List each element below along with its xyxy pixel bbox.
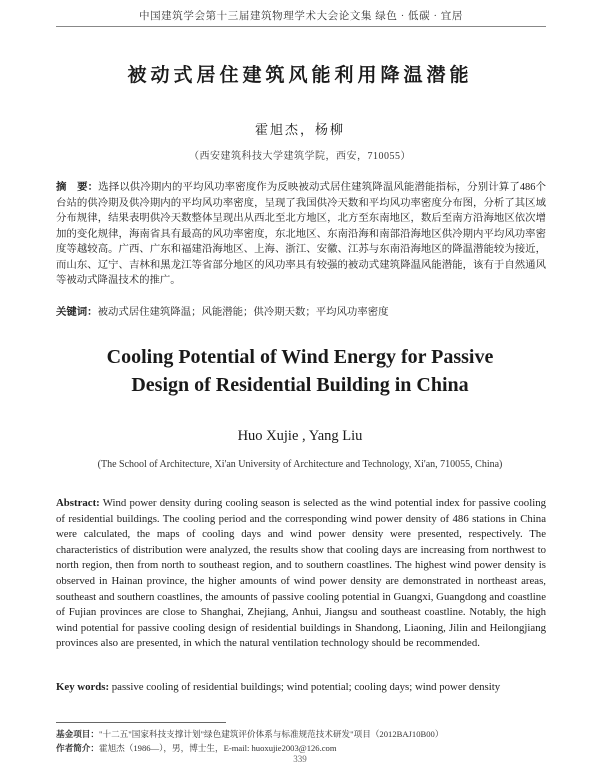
english-title-line2: Design of Residential Building in China xyxy=(131,374,469,396)
running-header: 中国建筑学会第十三届建筑物理学术大会论文集 绿色 · 低碳 · 宜居 xyxy=(138,11,464,22)
english-abstract-text: Wind power density during cooling season is selected as the wind potential index for passive cooling of residential buildings. The cooling period and the corresponding wind power density of 486 stations in China were calculated, the maps of cooling days and wind power density were presented, respectively. The characteristics of distribution were analyzed, the results show that cooling days are increasing from northwest to north region, then from north to southeast region, and to southern coastlines. The highest wind power density is observed in Hainan province, the higher amounts of wind power density are demonstrated in northeast areas, southeast and southern coastlines, the amounts of passive cooling potential in Guangxi, Guangdong and coastline of Fujian provinces are close to Shanghai, Zhejiang, Anhui, Jiangsu and southeast coastline. Notably, the high wind potential for passive cooling design of residential buildings in Shandong, Liaoning, Jilin and Heilongjiang provinces also are presented, in which the natural ventilation technology should be recommended. xyxy=(56,497,546,650)
chinese-title: 被动式居住建筑风能利用降温潜能 xyxy=(127,64,473,86)
english-keywords-text: passive cooling of residential buildings; wind potential; cooling days; wind power density xyxy=(109,681,501,693)
english-title-line1: Cooling Potential of Wind Energy for Passive xyxy=(106,346,494,368)
chinese-keywords-label: 关键词： xyxy=(56,306,98,318)
english-authors: Huo Xujie , Yang Liu xyxy=(237,428,363,444)
footnote-fund xyxy=(56,728,546,742)
english-title xyxy=(40,343,560,399)
chinese-abstract-text: 选择以供冷期内的平均风功率密度作为反映被动式居住建筑降温风能潜能指标，分别计算了486个台站的供冷期及供冷期内的平均风功率密度，呈现了我国供冷天数和平均风功率密度分布图，分析了其区域分布规律，结果表明供冷天数整体呈现出从西北至北方地区，北方至东南地区，数后至南方沿海地区依次增加的变化规律，海南省具有最高的风功率密度，东北地区、东南沿海和南部沿海地区供冷期内平均风功率密度等越较高。广西、广东和福建沿海地区、上海、浙江、安徽、江苏与东南沿海地区的降温潜能较为接近，而山东、辽宁、吉林和黑龙江等省部分地区的风功率具有较强的被动式建筑降温风能潜能，该有于自然通风等被动式降温技术的推广。 xyxy=(56,182,546,286)
footnote-rule xyxy=(56,722,226,723)
header-rule xyxy=(56,26,546,27)
english-abstract xyxy=(56,496,546,652)
page-number: 339 xyxy=(293,754,307,764)
footnote xyxy=(56,728,546,756)
english-keywords-label: Key words: xyxy=(56,681,110,693)
footnote-author-label: 作者简介： xyxy=(56,744,99,754)
footnote-author-text: 霍旭杰（1986—），男，博士生，E-mail: huoxujie2003@126.com xyxy=(98,743,337,753)
footnote-fund-text: "十二五"国家科技支撑计划"绿色建筑评价体系与标准规范技术研发"项目（2012BAJ10B00） xyxy=(98,729,444,739)
english-abstract-label: Abstract: xyxy=(56,497,100,509)
footnote-fund-label: 基金项目： xyxy=(56,730,99,740)
chinese-keywords-text: 被动式居住建筑降温；风能潜能；供冷期天数；平均风功率密度 xyxy=(97,307,389,318)
chinese-abstract-label: 摘 要： xyxy=(56,181,99,193)
chinese-abstract xyxy=(56,180,546,289)
chinese-authors: 霍旭杰，杨柳 xyxy=(254,122,345,137)
english-affiliation: (The School of Architecture, Xi'an University of Architecture and Technology, Xi'an, 710055, China) xyxy=(97,459,503,470)
chinese-affiliation: （西安建筑科技大学建筑学院，西安，710055） xyxy=(189,151,411,162)
chinese-keywords xyxy=(56,305,546,320)
english-keywords xyxy=(56,680,546,695)
